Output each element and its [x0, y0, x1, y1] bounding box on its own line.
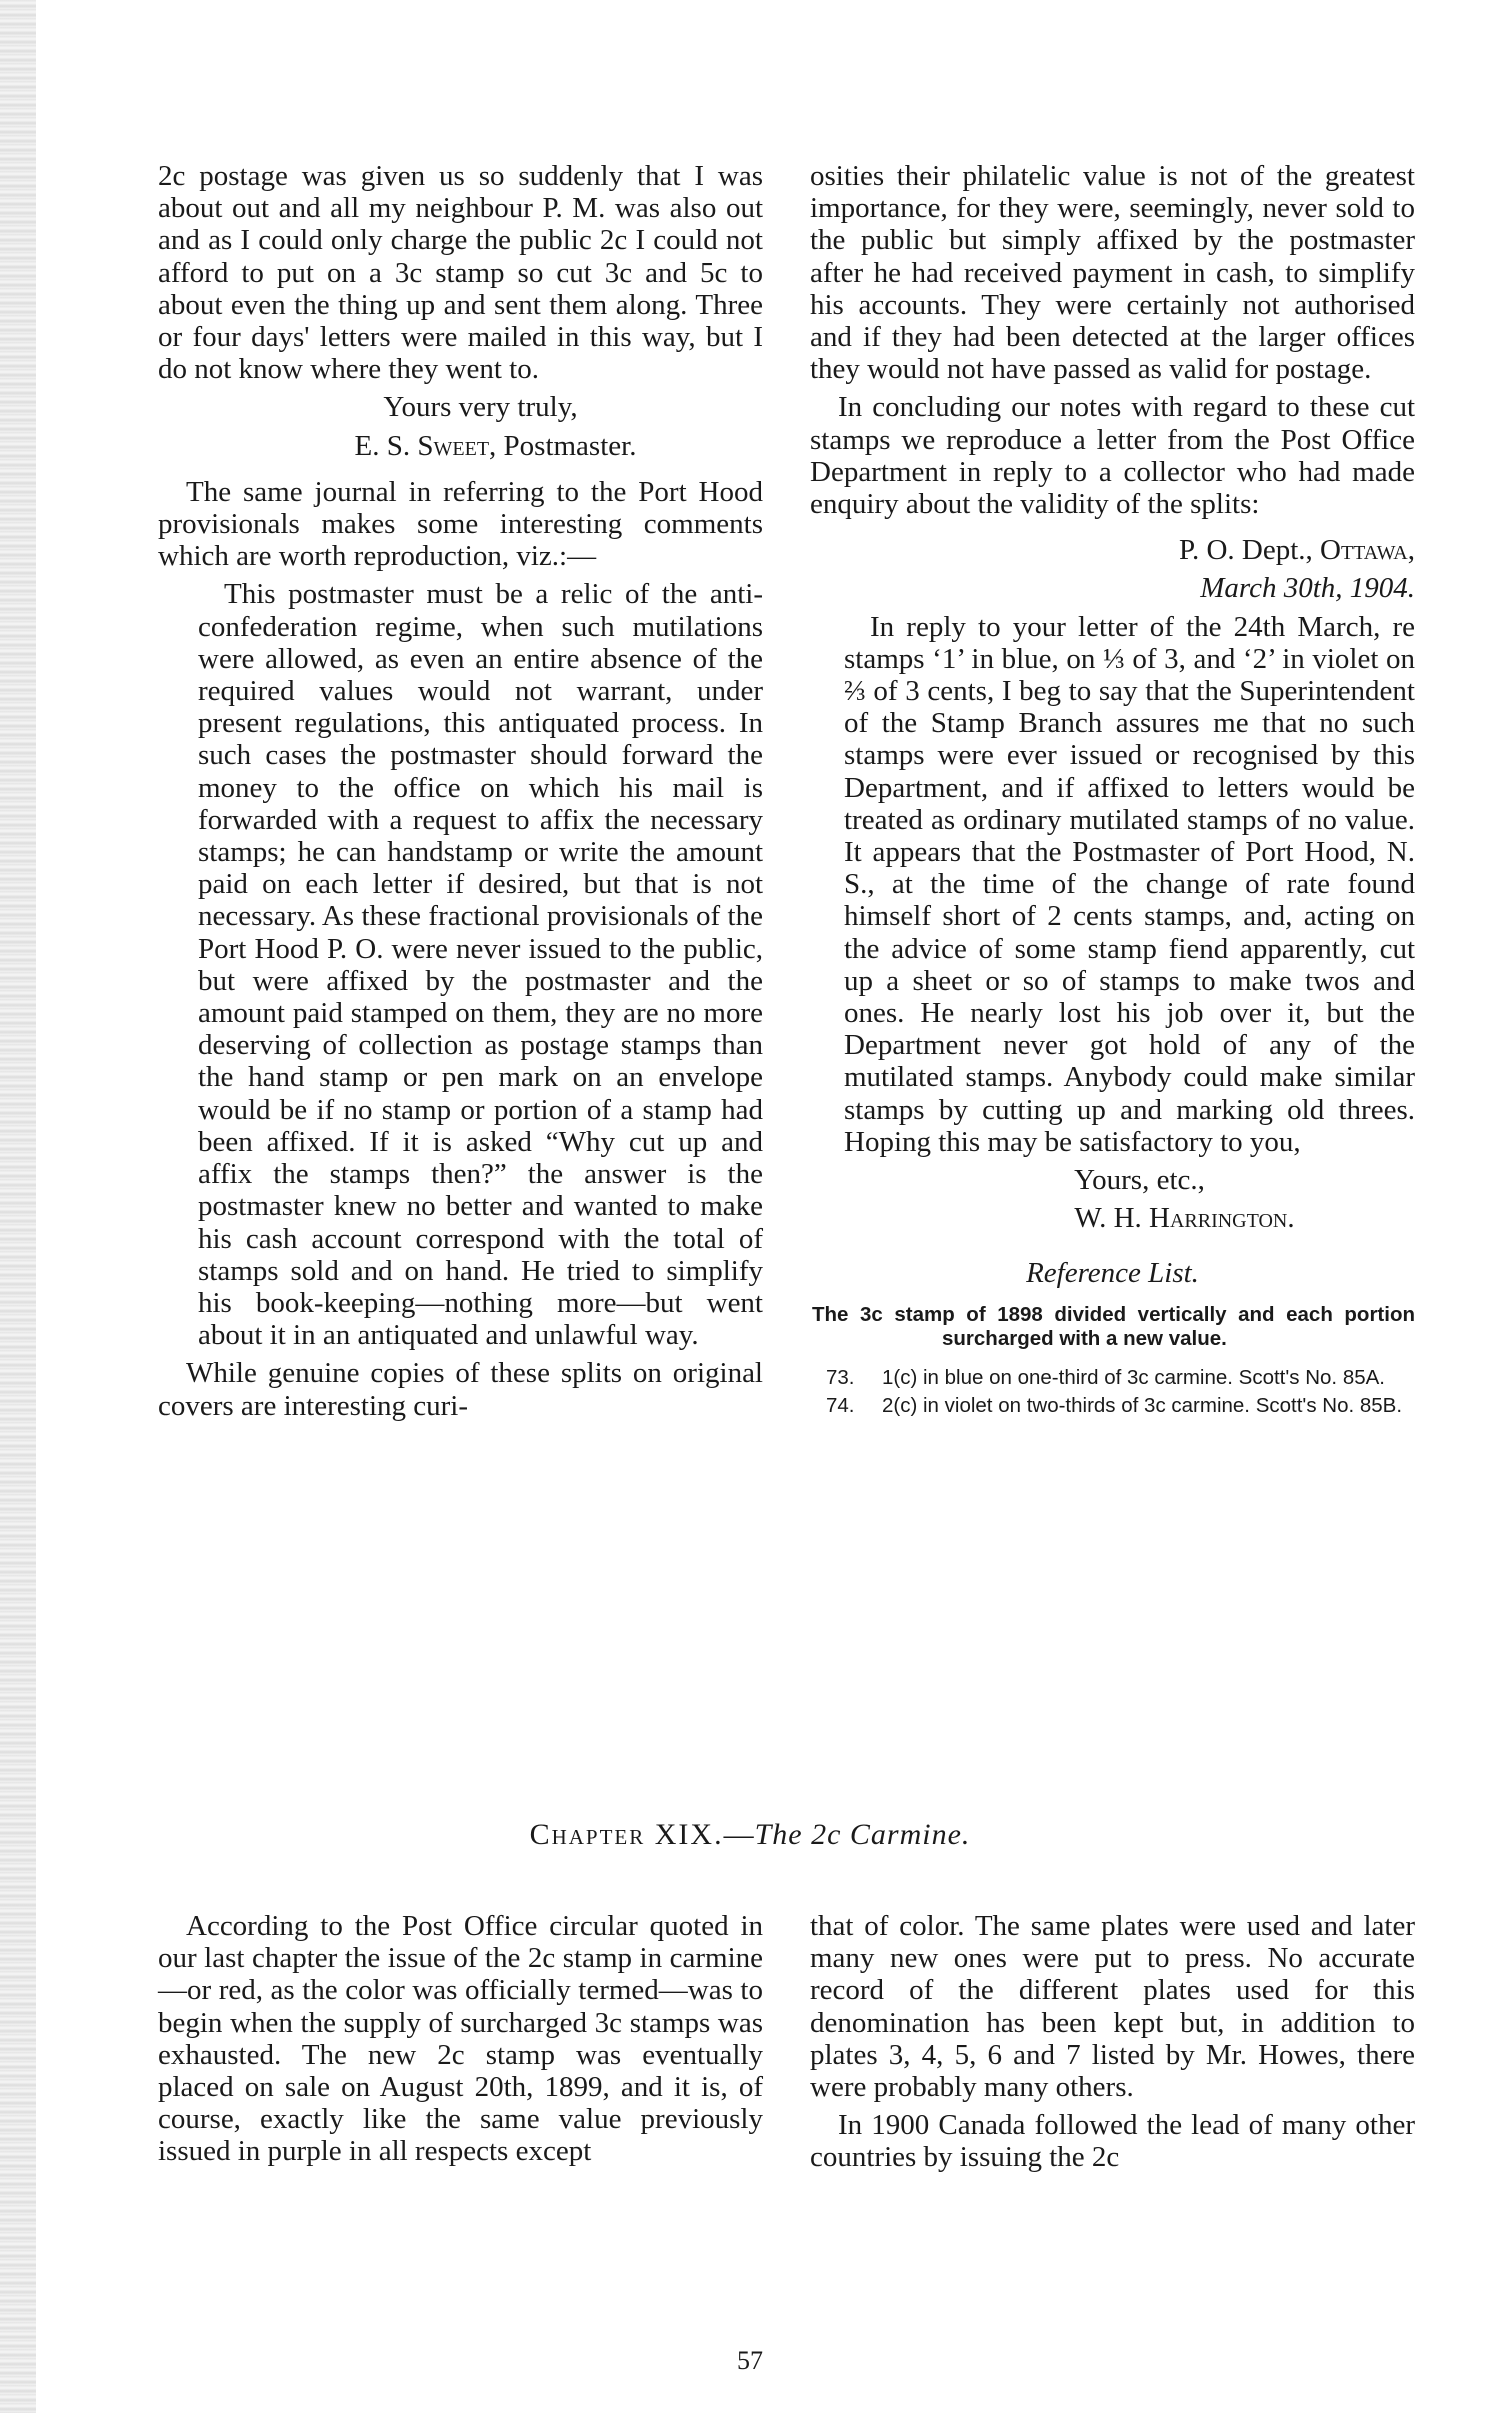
reference-text: 1(c) in blue on one-third of 3c carmine. Scott's No. 85A. — [882, 1365, 1385, 1389]
column-right-bottom — [810, 1910, 1415, 2180]
paragraph: According to the Post Office circular quoted in our last chapter the issue of the 2c stamp in carmine—or red, as the color was officially termed—was to begin when the supply of surcharged 3c stamps was exhausted. The new 2c stamp was eventually placed on sale on August 20th, 1899, and it is, of course, exactly like the same value previously issued in purple in all respects except — [158, 1910, 763, 2168]
quote-text: This postmaster must be a relic of the anti-confederation regime, when such mutilations were allowed, as even an entire absence of the required values would not warrant, under present regulations, this antiquated process. In such cases the postmaster should forward the money to the office on which his mail is forwarded with a request to affix the necessary stamps; he can handstamp or write the amount paid on each letter if desired, but that is not necessary. As these fractional provisionals of the Port Hood P. O. were never issued to the public, but were affixed by the postmaster and the amount paid stamped on them, they are no more deserving of collection as postage stamps than the hand stamp or pen mark on an envelope would be if no stamp or portion of a stamp had been affixed. If it is asked “Why cut up and affix the stamps then?” the answer is the postmaster knew no better and wanted to make his cash account correspond with the total of stamps sold and on hand. He tried to simplify his book-keeping—nothing more—but went about it in an antiquated and unlawful way. — [198, 578, 763, 1352]
chapter-heading — [0, 1818, 1500, 1852]
paragraph: that of color. The same plates were used and later many new ones were put to press. No accurate record of the different plates used for this denomination has been kept but, in addition to plates 3, 4, 5, 6 and 7 listed by Mr. Howes, there were probably many others. — [810, 1910, 1415, 2104]
letter-heading — [844, 534, 1415, 566]
block-quote — [198, 578, 763, 1351]
letter-signature — [158, 430, 763, 462]
paragraph: The same journal in referring to the Port Hood provisionals makes some interesting comments which are worth reproduction, viz.:— — [158, 475, 763, 573]
chapter-label: Chapter XIX. — [529, 1818, 724, 1851]
reference-number: 73. — [826, 1365, 855, 1389]
paragraph: In 1900 Canada followed the lead of many other countries by issuing the 2c — [810, 2109, 1415, 2174]
signer-name: E. S. Sweet, — [354, 429, 497, 462]
column-left-top — [158, 160, 763, 1428]
letter-closing: Yours, etc., — [1074, 1164, 1205, 1197]
paragraph: 2c postage was given us so suddenly that I was about out and all my neighbour P. M. was also out and as I could only charge the public 2c I could not afford to put on a 3c stamp so cut 3c and 5c to about even the thing up and sent them along. Three or four days' letters were mailed in this way, but I do not know where they went to. — [158, 160, 763, 386]
reference-text: 2(c) in violet on two-thirds of 3c carmine. Scott's No. 85B. — [882, 1393, 1403, 1417]
signer-title: Postmaster. — [496, 429, 637, 462]
paragraph: In concluding our notes with regard to these cut stamps we reproduce a letter from the Post Office Department in reply to a collector who had made enquiry about the validity of the splits: — [810, 391, 1415, 521]
letter-dept: P. O. Dept., — [1179, 534, 1321, 567]
reference-number: 74. — [826, 1393, 855, 1417]
page-number: 57 — [737, 2346, 763, 2375]
reference-list-title: Reference List. — [1026, 1256, 1199, 1289]
reference-list-description: The 3c stamp of 1898 divided vertically and each portion surcharged with a new value. — [812, 1302, 1415, 1350]
quoted-letter — [844, 534, 1415, 1234]
reference-item — [810, 1367, 1415, 1389]
paragraph: While genuine copies of these splits on original covers are interesting curi- — [158, 1357, 763, 1422]
book-spine-shadow — [0, 0, 36, 2413]
paragraph: osities their philatelic value is not of the greatest importance, for they were, seemingly, never sold to the public but simply affixed by the postmaster after he had received payment in cash, to simplify his accounts. They were certainly not authorised and if they had been detected at the larger offices they would not have passed as valid for postage. — [810, 160, 1415, 386]
column-left-bottom — [158, 1910, 763, 2174]
letter-closing: Yours very truly, — [383, 391, 578, 424]
chapter-dash: — — [723, 1818, 755, 1851]
letter-city: Ottawa, — [1320, 534, 1415, 567]
reference-item — [810, 1395, 1415, 1417]
letter-date: March 30th, 1904. — [1200, 572, 1415, 605]
letter-body: In reply to your letter of the 24th March, re stamps ‘1’ in blue, on ⅓ of 3, and ‘2’ in violet on ⅔ of 3 cents, I beg to say that the Superintendent of the Stamp Branch assures me that no such stamps were ever issued or recognised by this Department, and if affixed to letters would be treated as ordinary mutilated stamps of no value. It appears that the Postmaster of Port Hood, N. S., at the time of the change of rate found himself short of 2 cents stamps, and, acting on the advice of some stamp fiend apparently, cut up a sheet or so of stamps to make twos and ones. He nearly lost his job over it, but the Department never got hold of any of the mutilated stamps. Anybody could make similar stamps by cutting up and marking old threes. Hoping this may be satisfactory to you, — [844, 610, 1415, 1158]
letter-signer: W. H. Harrington. — [1074, 1202, 1295, 1235]
column-right-top — [810, 160, 1415, 1423]
chapter-title: The 2c Carmine. — [754, 1818, 971, 1851]
